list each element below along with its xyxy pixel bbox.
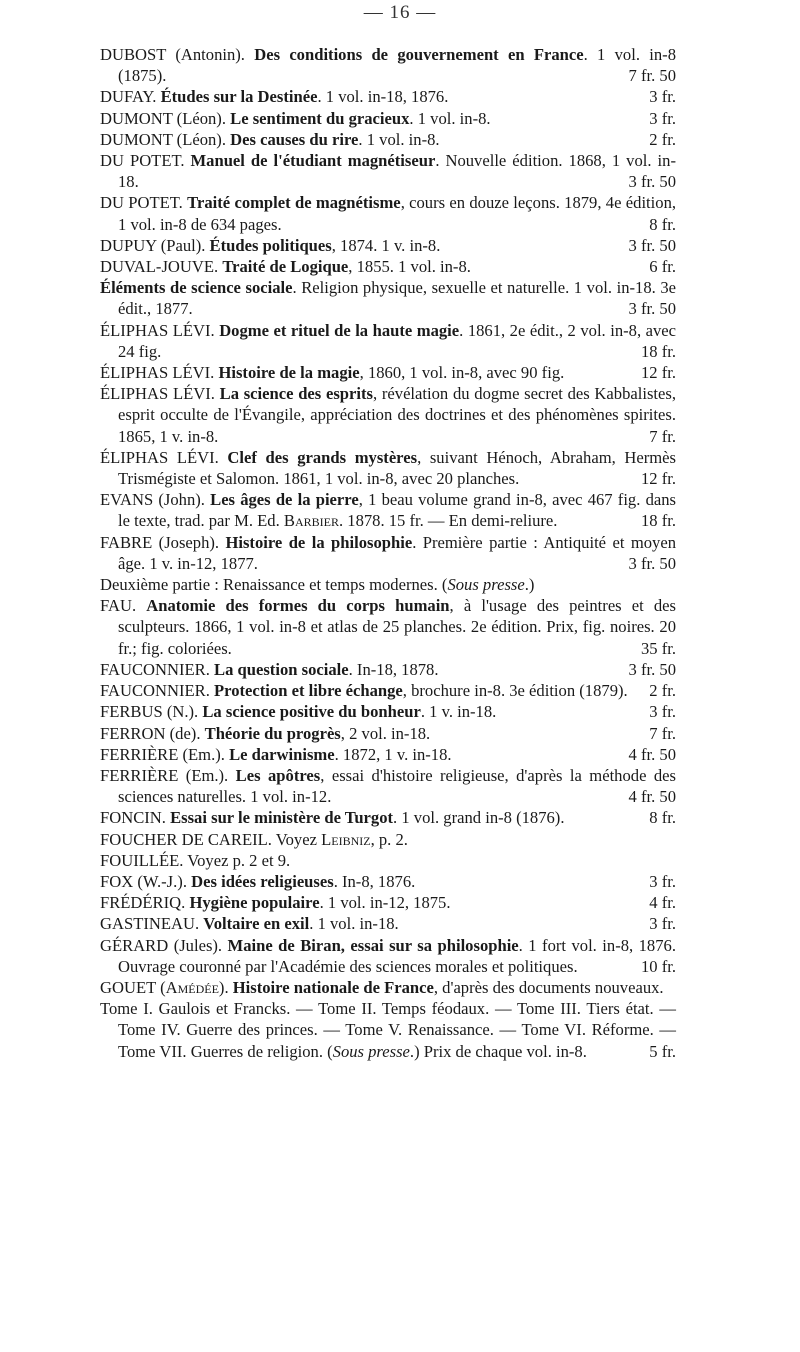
entry-text: FOUILLÉE. Voyez p. 2 et 9. xyxy=(100,850,291,870)
catalog-entry xyxy=(100,723,676,744)
entry-price: 3 fr. 50 xyxy=(628,299,676,319)
entry-price: 8 fr. xyxy=(649,214,676,234)
entry-title: Hygiène populaire xyxy=(189,893,320,913)
entry-text: ). xyxy=(218,977,233,997)
entry-price: 3 fr. xyxy=(649,87,676,107)
entry-text: DUFAY. xyxy=(100,87,161,107)
entry-text: . 1 vol. in-12, 1875. xyxy=(319,893,451,913)
entry-title: Études sur la Destinée xyxy=(160,87,318,107)
catalog-entry xyxy=(100,277,676,319)
entry-price: 4 fr. xyxy=(649,893,676,913)
catalog-entry xyxy=(100,595,676,659)
entry-title: Éléments de science sociale xyxy=(100,278,293,298)
catalog-entry xyxy=(100,807,676,828)
entry-price: 3 fr. 50 xyxy=(628,172,676,192)
entry-title: Le sentiment du gracieux xyxy=(230,108,410,128)
entry-title: Clef des grands mystères xyxy=(227,447,418,467)
entry-text: . Première partie : Antiquité et moyen âge. 1 v. in-12, 1877. xyxy=(118,532,677,573)
catalog-entry xyxy=(100,129,676,150)
entry-price: 4 fr. 50 xyxy=(628,787,676,807)
catalog-entry xyxy=(100,701,676,722)
catalog-entry xyxy=(100,998,676,1062)
catalog-entry xyxy=(100,744,676,765)
catalog-entry xyxy=(100,850,676,871)
catalog-entry xyxy=(100,892,676,913)
entry-price: 8 fr. xyxy=(649,808,676,828)
entry-name-smallcaps: Leibniz xyxy=(321,829,371,849)
entry-text: . 1 vol. in-8. xyxy=(409,108,491,128)
entry-text: ÉLIPHAS LÉVI. xyxy=(100,384,220,404)
entry-note: Sous presse xyxy=(447,575,525,595)
entry-title: Les apôtres xyxy=(235,765,321,785)
entry-text: FERRON (de). xyxy=(100,723,205,743)
entry-text: FERRIÈRE (Em.). xyxy=(100,765,236,785)
entry-title: La science positive du bonheur xyxy=(202,702,421,722)
entry-text: , révélation du dogme secret des Kabbalistes, esprit occulte de l'Évangile, appréciation des doctrines et des phénomènes spirites. 1865, 1 v. in-8. xyxy=(118,384,676,446)
entry-text: GOUET ( xyxy=(100,977,166,997)
entry-text: . 1861, 2e édit., 2 vol. in-8, avec 24 fig. xyxy=(118,320,677,361)
entry-text: ÉLIPHAS LÉVI. xyxy=(100,363,219,383)
catalog-entry xyxy=(100,829,676,850)
entry-text: . In-8, 1876. xyxy=(333,871,416,891)
entry-title: Études politiques xyxy=(209,235,332,255)
entry-price: 6 fr. xyxy=(649,257,676,277)
entry-text: .) xyxy=(524,575,535,595)
entry-text: . 1 vol. grand in-8 (1876). xyxy=(393,808,565,828)
entry-text: . In-18, 1878. xyxy=(348,659,439,679)
entry-name-smallcaps: Amédée xyxy=(165,977,219,997)
entry-price: 3 fr. xyxy=(649,914,676,934)
entry-text: , p. 2. xyxy=(370,829,408,849)
entry-text: . 1 fort vol. in-8, 1876. Ouvrage couronné par l'Académie des sciences morales et politiques. xyxy=(118,935,676,976)
entry-text: . 1872, 1 v. in-18. xyxy=(334,744,452,764)
entry-title: Les âges de la pierre xyxy=(210,490,359,510)
catalog-entry xyxy=(100,362,676,383)
entry-text: . 1 vol. in-18, 1876. xyxy=(317,87,449,107)
catalog-entry xyxy=(100,235,676,256)
entry-text: FAU. xyxy=(100,596,147,616)
entry-text: , 1855. 1 vol. in-8. xyxy=(348,257,471,277)
entry-title: La question sociale xyxy=(214,659,349,679)
entry-title: Essai sur le ministère de Turgot xyxy=(170,808,394,828)
entry-text: DUVAL-JOUVE. xyxy=(100,257,223,277)
entry-text: ÉLIPHAS LÉVI. xyxy=(100,320,220,340)
entry-price: 12 fr. xyxy=(640,469,676,489)
entry-price: 3 fr. 50 xyxy=(628,553,676,573)
entry-price: 3 fr. xyxy=(649,871,676,891)
entry-text: , 1874. 1 v. in-8. xyxy=(331,235,441,255)
entry-title: Théorie du progrès xyxy=(204,723,341,743)
catalog-entry xyxy=(100,532,676,574)
catalog-entry xyxy=(100,192,676,234)
entry-text: FABRE (Joseph). xyxy=(100,532,226,552)
entry-price: 2 fr. xyxy=(649,681,676,701)
entry-text: , 1 beau volume grand in-8, avec 467 fig. dans le texte, trad. par M. Ed. xyxy=(118,490,676,531)
entry-text: FONCIN. xyxy=(100,808,171,828)
catalog-entry xyxy=(100,574,676,595)
entry-title: Histoire de la magie xyxy=(218,363,360,383)
entry-text: , cours en douze leçons. 1879, 4e édition, 1 vol. in-8 de 634 pages. xyxy=(118,193,677,234)
entry-price: 5 fr. xyxy=(649,1041,676,1061)
entry-text: FOX (W.-J.). xyxy=(100,871,192,891)
entry-text: ÉLIPHAS LÉVI. xyxy=(100,447,228,467)
entry-price: 7 fr. xyxy=(649,426,676,446)
catalog-entry xyxy=(100,913,676,934)
entry-price: 18 fr. xyxy=(640,341,676,361)
entry-text: . Religion physique, sexuelle et naturelle. 1 vol. in-18. 3e édit., 1877. xyxy=(118,278,676,319)
page-number: — 16 — xyxy=(363,2,437,23)
entry-text: . 1 vol. in-8. xyxy=(358,129,440,149)
entry-price: 3 fr. xyxy=(649,702,676,722)
entry-text: DU POTET. xyxy=(100,151,191,171)
entry-price: 35 fr. xyxy=(640,638,676,658)
entry-title: Histoire de la philosophie xyxy=(225,532,413,552)
catalog-entry xyxy=(100,765,676,807)
entry-name-smallcaps: Barbier xyxy=(283,511,339,531)
entry-text: . 1 vol. in-8 (1875). xyxy=(118,45,676,86)
catalog-entry xyxy=(100,256,676,277)
entry-text: FAUCONNIER. xyxy=(100,659,215,679)
catalog-entry xyxy=(100,935,676,977)
entry-text: GASTINEAU. xyxy=(100,914,204,934)
entry-text: , essai d'histoire religieuse, d'après la méthode des sciences naturelles. 1 vol. in-12. xyxy=(118,765,676,807)
entry-price: 3 fr. 50 xyxy=(628,659,676,679)
entry-text: DUBOST (Antonin). xyxy=(100,45,255,64)
entry-title: Traité de Logique xyxy=(222,257,349,277)
entry-price: 3 fr. 50 xyxy=(628,235,676,255)
entry-title: Maine de Biran, essai sur sa philosophie xyxy=(227,935,519,955)
entry-title: Des causes du rire xyxy=(230,129,359,149)
entry-price: 2 fr. xyxy=(649,129,676,149)
catalog-entry xyxy=(100,977,676,998)
entry-text: DUPUY (Paul). xyxy=(100,235,210,255)
entry-title: Histoire nationale de France xyxy=(232,977,434,997)
catalog-entry xyxy=(100,659,676,680)
catalog-entry xyxy=(100,320,676,362)
entry-text: EVANS (John). xyxy=(100,490,211,510)
entry-text: , d'après des documents nouveaux. xyxy=(433,977,664,997)
entry-price: 3 fr. xyxy=(649,108,676,128)
entry-note: Sous presse xyxy=(332,1041,410,1061)
entry-text: GÉRARD (Jules). xyxy=(100,935,228,955)
entry-text: , suivant Hénoch, Abraham, Hermès Trismégiste et Salomon. 1861, 1 vol. in-8, avec 20 planches. xyxy=(118,447,677,489)
entry-text: , 1860, 1 vol. in-8, avec 90 fig. xyxy=(359,363,565,383)
entry-title: Anatomie des formes du corps humain xyxy=(146,596,450,616)
catalog-entry xyxy=(100,86,676,107)
entry-price: 7 fr. xyxy=(649,723,676,743)
entry-title: Manuel de l'étudiant magnétiseur xyxy=(190,151,436,171)
entry-title: Des idées religieuses xyxy=(191,871,334,891)
entry-title: Des conditions de gouvernement en France xyxy=(254,45,584,64)
catalog-entry xyxy=(100,108,676,129)
entry-title: Le darwinisme xyxy=(229,744,335,764)
entry-title: Voltaire en exil xyxy=(203,914,310,934)
entry-price: 12 fr. xyxy=(640,363,676,383)
entry-text: FERRIÈRE (Em.). xyxy=(100,744,230,764)
entry-text: . 1 v. in-18. xyxy=(420,702,497,722)
entry-title: Protection et libre échange xyxy=(214,681,403,701)
entry-text: FAUCONNIER. xyxy=(100,681,215,701)
entry-text: , 2 vol. in-18. xyxy=(340,723,431,743)
entry-text: Deuxième partie : Renaissance et temps modernes. ( xyxy=(100,575,448,595)
catalog-entry xyxy=(100,680,676,701)
catalog-entry xyxy=(100,871,676,892)
catalog-entry xyxy=(100,383,676,447)
entry-text: FERBUS (N.). xyxy=(100,702,203,722)
entry-text: , à l'usage des peintres et des sculpteurs. 1866, 1 vol. in-8 et atlas de 25 planches. 2e édition. Prix, fig. noires. 20 fr.; fig. coloriées. xyxy=(118,596,677,658)
catalog-entry xyxy=(100,489,676,531)
entry-price: 4 fr. 50 xyxy=(628,744,676,764)
entry-text: FOUCHER DE CAREIL. Voyez xyxy=(100,829,322,849)
entry-text: . Nouvelle édition. 1868, 1 vol. in-18. xyxy=(118,151,676,192)
entry-price: 7 fr. 50 xyxy=(628,66,676,86)
entry-price: 10 fr. xyxy=(640,956,676,976)
catalog-entries xyxy=(100,44,676,1062)
entry-title: Traité complet de magnétisme xyxy=(187,193,401,213)
catalog-entry xyxy=(100,447,676,489)
entry-text: .) Prix de chaque vol. in-8. xyxy=(409,1041,587,1061)
catalog-entry xyxy=(100,150,676,192)
catalog-entry xyxy=(100,44,676,86)
entry-text: DU POTET. xyxy=(100,193,188,213)
entry-text: DUMONT (Léon). xyxy=(100,108,231,128)
entry-text: DUMONT (Léon). xyxy=(100,129,231,149)
entry-text: . 1 vol. in-18. xyxy=(309,914,399,934)
entry-text: FRÉDÉRIQ. xyxy=(100,893,190,913)
entry-title: Dogme et rituel de la haute magie xyxy=(219,320,460,340)
entry-text: , brochure in-8. 3e édition (1879). xyxy=(402,681,628,701)
entry-price: 18 fr. xyxy=(640,511,676,531)
entry-text: Tome I. Gaulois et Francks. — Tome II. Temps féodaux. — Tome III. Tiers état. — Tome IV. Guerre des princes. — Tome V. Renaissance. — Tome VI. Réforme. — Tome VII. Guerres de religion. ( xyxy=(100,999,676,1061)
entry-text: . 1878. 15 fr. — En demi-reliure. xyxy=(338,511,558,531)
entry-title: La science des esprits xyxy=(219,384,373,404)
